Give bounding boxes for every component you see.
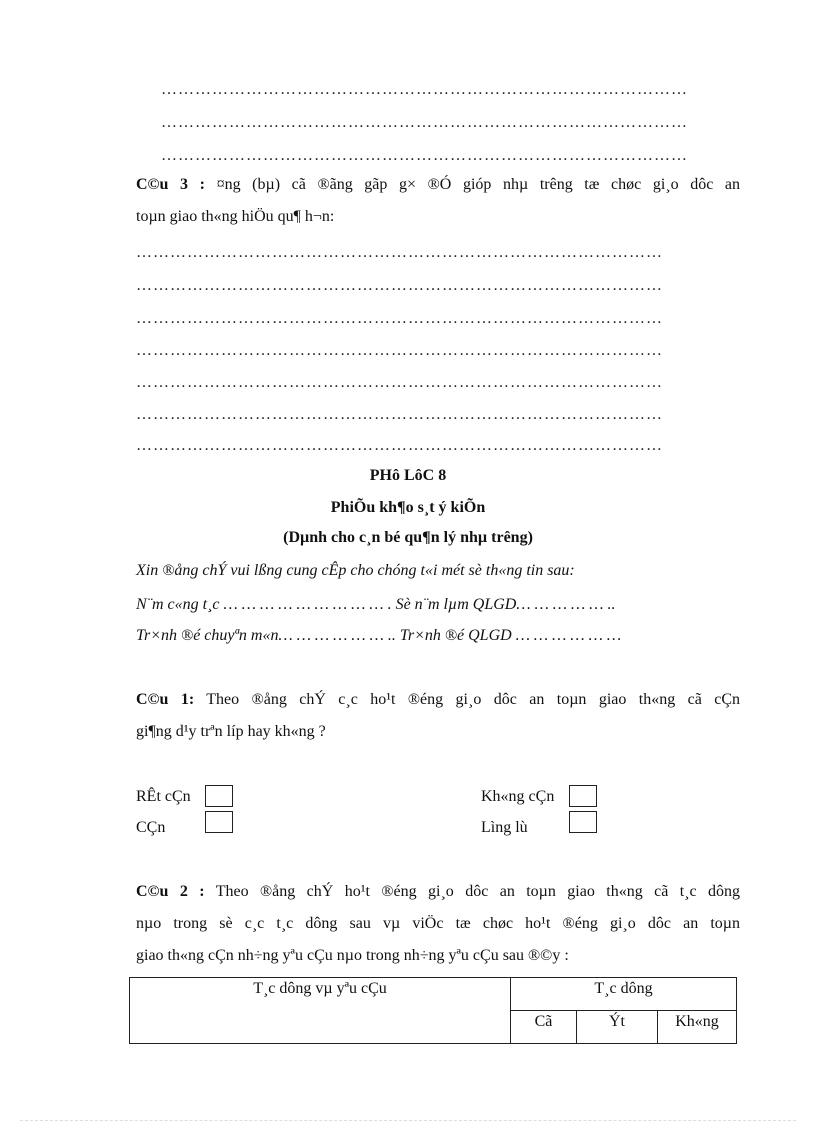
option-checkbox[interactable]: [205, 811, 233, 833]
table-header-effect: T¸c dông: [511, 978, 737, 1011]
answer-line: …………………………………………………………………………………: [136, 244, 663, 261]
answer-line: …………………………………………………………………………………: [136, 277, 663, 294]
question-2: [136, 882, 740, 902]
table-subheader: Kh«ng: [658, 1011, 737, 1044]
table-header-row: [130, 978, 737, 1011]
table-subheader: Ýt: [577, 1011, 658, 1044]
answer-line: …………………………………………………………………………………: [161, 147, 688, 164]
option-label: Lìng lù: [481, 819, 528, 836]
question-2-label: C©u 2 :: [136, 883, 205, 900]
question-2-text-cont: giao th«ng cÇn nh÷ng yªu cÇu nµo trong nh÷ng yªu cÇu sau ®©y :: [136, 947, 569, 964]
page-bottom-rule: [20, 1120, 796, 1121]
answer-line: …………………………………………………………………………………: [136, 310, 663, 327]
question-1-text: Theo ®ång chÝ c¸c ho¹t ®éng gi¸o dôc an toµn giao th«ng cã cÇn: [206, 691, 741, 708]
answer-line: …………………………………………………………………………………: [161, 114, 688, 131]
question-1-label: C©u 1:: [136, 691, 195, 708]
option-label: Kh«ng cÇn: [481, 788, 555, 805]
table-subheader: Cã: [511, 1011, 577, 1044]
question-3-text: ¤ng (bµ) cã ®ãng gãp g× ®Ó gióp nhµ trêng tæ chøc gi¸o dôc an: [216, 176, 741, 193]
question-3-text-cont: toµn giao th«ng hiÖu qu¶ h¬n:: [136, 208, 335, 225]
appendix-title: PHô LôC 8: [369, 467, 447, 484]
option-label: CÇn: [136, 819, 166, 836]
question-1: [136, 690, 740, 710]
answer-line: …………………………………………………………………………………: [136, 374, 663, 391]
option-checkbox[interactable]: [569, 811, 597, 833]
answer-line: …………………………………………………………………………………: [136, 406, 663, 423]
question-3: [136, 175, 740, 195]
appendix-audience: (Dµnh cho c¸n bé qu¶n lý nhµ trêng): [283, 529, 533, 546]
table-header-effect-requirement: T¸c dông vµ yªu cÇu: [130, 978, 511, 1044]
answer-line: …………………………………………………………………………………: [161, 81, 688, 98]
answer-line: …………………………………………………………………………………: [136, 437, 663, 454]
question-1-text-cont: gi¶ng d¹y trªn líp hay kh«ng ?: [136, 723, 326, 740]
answer-line: …………………………………………………………………………………: [136, 342, 663, 359]
option-checkbox[interactable]: [205, 785, 233, 807]
intro-line: Xin ®ång chÝ vui lßng cung cÊp cho chóng t«i mét sè th«ng tin sau:: [136, 562, 575, 579]
appendix-subtitle: PhiÕu kh¶o s¸t ý kiÕn: [330, 499, 486, 516]
intro-line: N¨m c«ng t¸c … … … … … … … … … . Sè n¨m lµm QLGD… … … … … ..: [136, 596, 616, 613]
question-2-text: Theo ®ång chÝ ho¹t ®éng gi¸o dôc an toµn giao th«ng cã t¸c dông: [215, 883, 741, 900]
survey-table: [129, 977, 737, 1044]
question-3-label: C©u 3 :: [136, 176, 205, 193]
question-2-text-cont: nµo trong sè c¸c t¸c dông sau vµ viÖc tæ chøc ho¹t ®éng gi¸o dôc an toµn: [136, 915, 740, 932]
intro-line: Tr×nh ®é chuyªn m«n… … … … … … .. Tr×nh ®é QLGD … … … … … …: [136, 627, 622, 644]
option-checkbox[interactable]: [569, 785, 597, 807]
option-label: RÊt cÇn: [136, 788, 191, 805]
